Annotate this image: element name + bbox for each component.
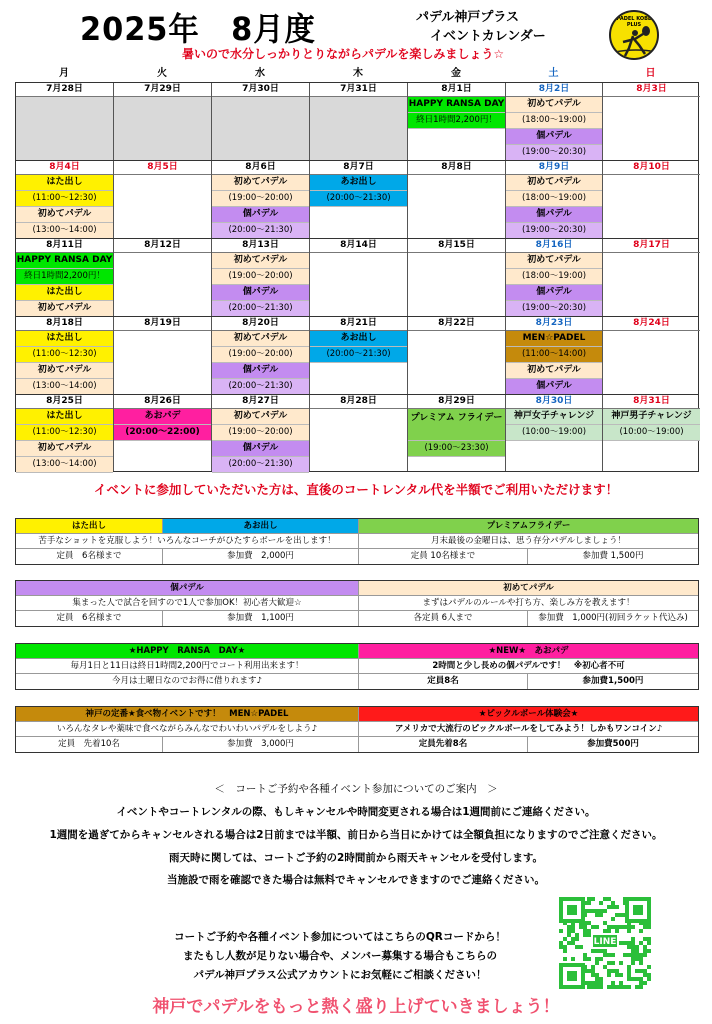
- calendar-week: [15, 160, 699, 238]
- table-cell: 参加費1,500円: [582, 676, 644, 686]
- event-name[interactable]: プレミアム フライデー: [408, 409, 505, 441]
- qr-label: LINE: [593, 937, 617, 947]
- day-cell[interactable]: [408, 317, 506, 394]
- day-date: 8月22日: [408, 317, 505, 331]
- day-cell[interactable]: [16, 161, 114, 238]
- event-title-cell: 初めてパデル: [359, 581, 698, 595]
- event-name[interactable]: HAPPY RANSA DAY: [408, 97, 505, 113]
- day-cell[interactable]: [16, 239, 114, 316]
- event-name[interactable]: 初めてパデル: [506, 97, 602, 113]
- table-cell: いろんなタレや薬味で食べながらみんなでわいわいパデルをしよう♪: [16, 722, 359, 736]
- event-time: (19:00～20:30): [506, 145, 602, 161]
- day-date: 8月17日: [603, 239, 700, 253]
- event-time: (18:00～19:00): [506, 269, 602, 285]
- event-name[interactable]: 初めてパデル: [16, 301, 113, 317]
- day-cell[interactable]: [212, 395, 310, 471]
- event-name[interactable]: はた出し: [16, 409, 113, 425]
- table-row: [16, 581, 698, 596]
- event-name[interactable]: はた出し: [16, 175, 113, 191]
- contact-line: コートご予約や各種イベント参加についてはこちらのQRコードから！: [174, 931, 506, 943]
- calendar-week: [15, 316, 699, 394]
- day-date: 8月19日: [114, 317, 211, 331]
- info-line: 当施設で雨を確認できた場合は無料でキャンセルできますのでご連絡ください。: [167, 874, 545, 886]
- event-time: 終日1時間2,200円！: [16, 269, 113, 285]
- day-date: 8月28日: [310, 395, 407, 409]
- day-cell[interactable]: [212, 161, 310, 238]
- event-name[interactable]: (20:00～22:00): [114, 425, 211, 441]
- table-cell: 各定員 6人まで: [359, 611, 528, 626]
- day-cell[interactable]: [16, 83, 114, 160]
- weekday-header: 火: [157, 68, 167, 79]
- slogan: 暑いので水分しっかりとりながらパデルを楽しみましょう☆: [182, 47, 505, 61]
- event-time: (20:00～21:30): [212, 379, 309, 395]
- day-cell[interactable]: [310, 83, 408, 160]
- event-time: (11:00～14:00): [506, 347, 602, 363]
- day-cell[interactable]: [310, 239, 408, 316]
- table-cell: 定員8名: [359, 674, 528, 689]
- day-cell[interactable]: [114, 395, 212, 471]
- day-date: 8月11日: [16, 239, 113, 253]
- event-time: (19:00～23:30): [408, 441, 505, 457]
- day-date: 8月24日: [603, 317, 700, 331]
- table-cell: 2時間と少し長めの個パデルです！ ※初心者不可: [432, 661, 625, 671]
- day-date: 8月3日: [603, 83, 700, 97]
- table-cell: 定員 10名様まで: [359, 549, 528, 564]
- event-name[interactable]: 個パデル: [212, 441, 309, 457]
- day-cell[interactable]: [408, 161, 506, 238]
- info-line: 雨天時に関しては、コートご予約の2時間前から雨天キャンセルを受付します。: [169, 852, 543, 864]
- day-cell[interactable]: [16, 395, 114, 471]
- event-time: (19:00～20:00): [212, 425, 309, 441]
- info-line: 1週間を過ぎてからキャンセルされる場合は2日前までは半額、前日から当日にかけては全額負担になりますのでご注意ください。: [49, 829, 663, 841]
- day-cell[interactable]: [506, 317, 603, 394]
- day-cell[interactable]: [603, 83, 700, 160]
- table-row: [16, 596, 698, 611]
- event-time: (20:00～21:30): [212, 223, 309, 239]
- discount-notice: イベントに参加していただいた方は、直後のコートレンタル代を半額でご利用いただけます！: [93, 482, 619, 497]
- event-info-table: [15, 580, 699, 627]
- event-name[interactable]: 初めてパデル: [212, 409, 309, 425]
- event-time: (11:00～12:30): [16, 191, 113, 207]
- weekday-header: 水: [255, 68, 265, 79]
- day-date: 8月7日: [310, 161, 407, 175]
- event-name[interactable]: 初めてパデル: [16, 363, 113, 379]
- table-cell: 参加費500円: [587, 739, 639, 749]
- day-date: 8月8日: [408, 161, 505, 175]
- event-time: (19:00～20:00): [212, 269, 309, 285]
- weekday-header: 金: [451, 68, 461, 79]
- day-cell[interactable]: [114, 161, 212, 238]
- calendar-week: [15, 238, 699, 316]
- day-date: 8月27日: [212, 395, 309, 409]
- day-date: 8月12日: [114, 239, 211, 253]
- event-time: (19:00～20:00): [212, 347, 309, 363]
- event-name[interactable]: 初めてパデル: [506, 363, 602, 379]
- table-row: [16, 644, 698, 659]
- day-date: 8月10日: [603, 161, 700, 175]
- closing-message: 神戸でパデルをもっと熱く盛り上げていきましょう！: [152, 997, 560, 1017]
- padel-player-icon: [611, 12, 659, 60]
- event-info-table: [15, 643, 699, 690]
- day-cell[interactable]: [212, 317, 310, 394]
- day-cell[interactable]: [310, 395, 408, 471]
- day-date: 8月26日: [114, 395, 211, 409]
- table-cell: 月末最後の金曜日は、思う存分パデルしましょう！: [430, 536, 627, 546]
- event-name[interactable]: あお出し: [310, 175, 407, 191]
- day-cell[interactable]: [603, 239, 700, 316]
- event-time: (18:00～19:00): [506, 113, 602, 129]
- day-cell[interactable]: [212, 239, 310, 316]
- table-row: [16, 549, 698, 564]
- event-time: (19:00～20:30): [506, 223, 602, 239]
- info-line: イベントやコートレンタルの際、もしキャンセルや時間変更される場合は1週間前にご連絡ください。: [116, 806, 596, 818]
- table-row: [16, 659, 698, 674]
- day-cell[interactable]: [603, 161, 700, 238]
- day-cell[interactable]: [408, 83, 506, 160]
- event-time: (13:00～14:00): [16, 379, 113, 395]
- day-cell[interactable]: [212, 83, 310, 160]
- event-title-cell: あお出し: [163, 519, 359, 533]
- info-line: ＜ コートご予約や各種イベント参加についてのご案内 ＞: [214, 783, 498, 795]
- day-cell[interactable]: [506, 161, 603, 238]
- contact-line: またもし人数が足りない場合や、メンバー募集する場合もこちらの: [182, 950, 498, 962]
- table-row: [16, 674, 698, 689]
- event-time: (20:00～21:30): [310, 191, 407, 207]
- event-name[interactable]: 個パデル: [506, 129, 602, 145]
- qr-code-icon: [558, 896, 652, 990]
- day-date: 8月21日: [310, 317, 407, 331]
- event-time: (13:00～14:00): [16, 457, 113, 473]
- day-cell[interactable]: [310, 161, 408, 238]
- event-name[interactable]: 個パデル: [212, 285, 309, 301]
- event-title-cell: プレミアムフライデー: [359, 519, 698, 533]
- table-cell: まずはパデルのルールや打ち方、楽しみ方を教えます！: [422, 598, 635, 608]
- event-time: (13:00～14:00): [16, 223, 113, 239]
- event-name[interactable]: はた出し: [16, 331, 113, 347]
- day-date: 8月30日: [506, 395, 602, 409]
- day-date: 7月30日: [212, 83, 309, 97]
- weekday-header: 土: [548, 68, 559, 79]
- logo-text: PADEL KOBE PLUS: [616, 16, 652, 28]
- table-cell: 参加費 1,500円: [582, 551, 644, 561]
- day-date: 8月14日: [310, 239, 407, 253]
- day-date: 8月23日: [506, 317, 602, 331]
- day-date: 8月4日: [16, 161, 113, 175]
- day-cell[interactable]: [506, 239, 603, 316]
- event-name[interactable]: 初めてパデル: [506, 175, 602, 191]
- day-cell[interactable]: [408, 395, 506, 471]
- day-date: 7月31日: [310, 83, 407, 97]
- event-time: (19:00～20:30): [506, 301, 602, 317]
- table-cell: 参加費 2,000円: [163, 549, 359, 564]
- table-cell: 定員 先着10名: [16, 737, 163, 752]
- event-title-cell: ★HAPPY RANSA DAY★: [16, 644, 359, 658]
- event-time: 終日1時間2,200円！: [408, 113, 505, 129]
- table-row: [16, 707, 698, 722]
- event-name[interactable]: 個パデル: [506, 379, 602, 395]
- event-title-cell: ★NEW★ あおパデ: [359, 644, 698, 658]
- day-date: 8月18日: [16, 317, 113, 331]
- event-name[interactable]: あお出し: [310, 331, 407, 347]
- day-cell[interactable]: [408, 239, 506, 316]
- contact-line: パデル神戸プラス公式アカウントにお気軽にご相談ください！: [193, 969, 487, 981]
- event-name[interactable]: 初めてパデル: [16, 441, 113, 457]
- day-cell[interactable]: [114, 239, 212, 316]
- facility-name: パデル神戸プラス: [416, 10, 519, 25]
- day-cell[interactable]: [310, 317, 408, 394]
- table-cell: 集まった人で試合を回すので1人で参加OK！初心者大歓迎☆: [16, 596, 359, 610]
- event-info-table: [15, 518, 699, 565]
- event-time: (19:00～20:00): [212, 191, 309, 207]
- day-date: 7月28日: [16, 83, 113, 97]
- day-date: 8月31日: [603, 395, 700, 409]
- event-name[interactable]: 神戸女子チャレンジ: [506, 409, 602, 425]
- event-name[interactable]: 個パデル: [506, 207, 602, 223]
- day-date: 8月15日: [408, 239, 505, 253]
- day-date: 8月6日: [212, 161, 309, 175]
- event-name[interactable]: 個パデル: [506, 285, 602, 301]
- day-date: 8月9日: [506, 161, 602, 175]
- table-cell: 今月は土曜日なのでお得に借りれます♪: [16, 674, 359, 689]
- event-name[interactable]: MEN☆PADEL: [506, 331, 602, 347]
- table-row: [16, 722, 698, 737]
- event-time: (20:00～21:30): [310, 347, 407, 363]
- table-row: [16, 519, 698, 534]
- event-name[interactable]: HAPPY RANSA DAY: [16, 253, 113, 269]
- event-name[interactable]: 初めてパデル: [506, 253, 602, 269]
- day-date: 8月13日: [212, 239, 309, 253]
- event-time: (11:00～12:30): [16, 425, 113, 441]
- event-time: (20:00～21:30): [212, 457, 309, 473]
- event-time: (10:00～19:00): [506, 425, 602, 441]
- weekday-header: 木: [353, 68, 363, 79]
- event-time: (20:00～21:30): [212, 301, 309, 317]
- event-title-cell: はた出し: [16, 519, 163, 533]
- weekday-header: 月: [59, 68, 69, 79]
- calendar-week: [15, 394, 699, 472]
- weekday-header: 日: [645, 68, 656, 79]
- day-cell[interactable]: [114, 83, 212, 160]
- table-cell: 定員先着8名: [359, 737, 528, 752]
- day-cell[interactable]: [603, 317, 700, 394]
- day-cell[interactable]: [506, 395, 603, 471]
- table-row: [16, 534, 698, 549]
- page-title: 2025年 8月度: [80, 10, 316, 48]
- table-cell: 参加費 1,000円(初回ラケット代込み): [538, 613, 688, 623]
- table-cell: 参加費 3,000円: [163, 737, 359, 752]
- day-date: 8月5日: [114, 161, 211, 175]
- event-time: (18:00～19:00): [506, 191, 602, 207]
- event-title-cell: 個パデル: [16, 581, 359, 595]
- table-row: [16, 611, 698, 626]
- line-qr-code[interactable]: [558, 896, 652, 990]
- event-title-cell: ★ピックルボール体験会★: [359, 707, 698, 721]
- calendar-week: [15, 82, 699, 160]
- event-info-table: [15, 706, 699, 753]
- event-title-cell: 神戸の定番★食べ物イベントです！ MEN☆PADEL: [16, 707, 359, 721]
- day-date: 8月2日: [506, 83, 602, 97]
- event-name[interactable]: はた出し: [16, 285, 113, 301]
- calendar-subtitle: イベントカレンダー: [430, 29, 546, 44]
- table-cell: アメリカで大流行のピックルボールをしてみよう！しかもワンコイン♪: [394, 724, 663, 734]
- day-date: 8月1日: [408, 83, 505, 97]
- event-name[interactable]: 初めてパデル: [16, 207, 113, 223]
- table-cell: 苦手なショットを克服しよう！いろんなコーチがひたすらボールを出します！: [16, 534, 359, 548]
- day-date: 8月25日: [16, 395, 113, 409]
- day-date: 8月16日: [506, 239, 602, 253]
- day-cell[interactable]: [603, 395, 700, 471]
- event-name[interactable]: 初めてパデル: [212, 331, 309, 347]
- day-cell[interactable]: [16, 317, 114, 394]
- event-name[interactable]: 個パデル: [212, 207, 309, 223]
- table-row: [16, 737, 698, 752]
- table-cell: 定員 6名様まで: [16, 611, 163, 626]
- event-name[interactable]: 神戸男子チャレンジ: [603, 409, 700, 425]
- event-time: (11:00～12:30): [16, 347, 113, 363]
- padel-logo: [609, 10, 659, 60]
- event-name[interactable]: 初めてパデル: [212, 175, 309, 191]
- day-cell[interactable]: [506, 83, 603, 160]
- day-date: 8月29日: [408, 395, 505, 409]
- event-name[interactable]: 初めてパデル: [212, 253, 309, 269]
- table-cell: 毎月1日と11日は終日1時間2,200円でコート利用出来ます！: [16, 659, 359, 673]
- table-cell: 定員 6名様まで: [16, 549, 163, 564]
- event-name[interactable]: あおパデ: [114, 409, 211, 425]
- day-date: 7月29日: [114, 83, 211, 97]
- day-cell[interactable]: [114, 317, 212, 394]
- event-time: (10:00～19:00): [603, 425, 700, 441]
- event-name[interactable]: 個パデル: [212, 363, 309, 379]
- table-cell: 参加費 1,100円: [163, 611, 359, 626]
- day-date: 8月20日: [212, 317, 309, 331]
